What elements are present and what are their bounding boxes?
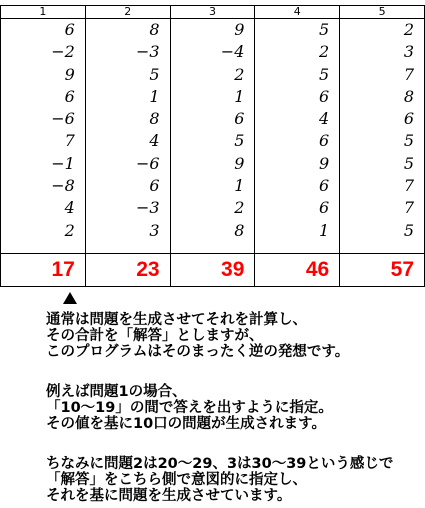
answer-3: 39 [170,254,255,287]
note-line: その合計を「解答」としますが、 [46,328,264,344]
problem-number: −2 [51,42,75,62]
problem-number: 6 [64,20,75,39]
problem-number: 9 [64,64,75,84]
problem-number: 5 [403,131,414,151]
problem-number: 9 [319,153,330,173]
problem-number: 5 [319,64,330,84]
problem-number: −8 [51,176,75,196]
column-header-3: 3 [170,6,255,19]
note-line: ちなみに問題2は20～29、3は30～39という感じで [46,456,394,472]
problem-number: 6 [319,198,330,218]
problem-number: 1 [319,220,330,240]
problem-number: 7 [403,176,414,196]
problem-number: 2 [403,20,414,39]
problem-number: 5 [149,64,160,84]
problem-number: 1 [234,86,245,106]
problem-number: 5 [403,220,414,240]
problem-number: −6 [136,153,160,173]
problem-number: 8 [149,20,160,39]
problem-number: 7 [64,131,75,151]
problem-number: 7 [403,64,414,84]
problem-number: 5 [403,153,414,173]
up-arrow-icon [63,292,77,304]
problem-number: −6 [51,109,75,129]
problem-number: 2 [319,42,330,62]
problem-number: 6 [319,86,330,106]
answer-4: 46 [255,254,340,287]
column-3-numbers [170,19,255,254]
problem-number: −3 [136,198,160,218]
answer-2: 23 [85,254,170,287]
note-line: 「10～19」の間で答えを出すように指定。 [46,400,333,416]
problem-number: −3 [136,42,160,62]
column-header-4: 4 [255,6,340,19]
problem-number: 9 [234,20,245,39]
column-header-5: 5 [340,6,425,19]
column-2-numbers [85,19,170,254]
explanation-paragraph-3 [46,456,416,504]
column-5-numbers [340,19,425,254]
problem-number: 2 [234,64,245,84]
problem-number: −4 [220,42,245,62]
problem-number: 6 [319,176,330,196]
column-1-numbers [1,19,86,254]
note-line: それを基に問題を生成させています。 [46,488,292,504]
problem-number: 6 [234,109,245,129]
problem-number: 4 [64,198,75,218]
note-line: このプログラムはそのまったく逆の発想です。 [46,344,350,360]
column-4-numbers [255,19,340,254]
answer-1: 17 [1,254,86,287]
problem-number: 2 [234,198,245,218]
problem-number: 4 [149,131,160,151]
problem-number: 8 [149,109,160,129]
problem-number: 3 [403,42,414,62]
problem-number: 6 [64,86,75,106]
problem-number: 6 [403,109,414,129]
problem-number: 9 [234,153,245,173]
problem-number: 7 [403,198,414,218]
problem-number: 1 [234,176,245,196]
numbers-row [1,19,425,254]
problem-number: 4 [319,109,330,129]
explanation-paragraph-1 [46,312,416,360]
note-line: 例えば問題1の場合、 [46,384,187,400]
problem-number: 6 [149,176,160,196]
problem-number: −1 [51,153,75,173]
note-line: 通常は問題を生成させてそれを計算し、 [46,312,307,328]
answer-5: 57 [340,254,425,287]
problem-number: 6 [319,131,330,151]
problem-number: 8 [403,86,414,106]
header-row [1,6,425,19]
problem-number: 2 [64,220,75,240]
explanation-paragraph-2 [46,384,416,432]
note-line: 「解答」をこちら側で意図的に指定し、 [46,472,307,488]
problem-number: 3 [149,220,160,240]
problem-number: 1 [149,86,160,106]
note-line: その値を基に10口の問題が生成されます。 [46,416,327,432]
problem-number: 5 [234,131,245,151]
answer-row [1,254,425,287]
column-header-1: 1 [1,6,86,19]
column-header-2: 2 [85,6,170,19]
problem-number: 8 [234,220,245,240]
abacus-problem-table [0,5,425,287]
problem-number: 5 [319,20,330,39]
